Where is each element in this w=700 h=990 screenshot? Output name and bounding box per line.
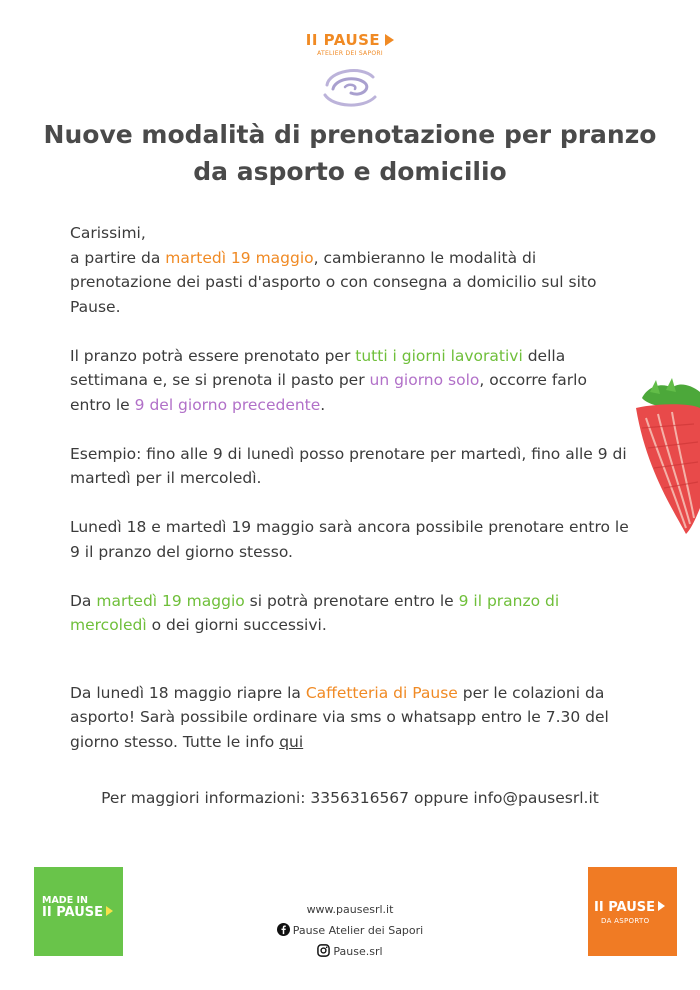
paragraph-5: Da martedì 19 maggio si potrà prenotare entro le 9 il pranzo di mercoledì o dei giorni successivi. [70,591,560,634]
highlight-working-days: tutti i giorni lavorativi [355,346,523,365]
facebook-label: Pause Atelier dei Sapori [292,924,424,937]
paragraph-6: Da lunedì 18 maggio riapre la Caffetteria di Pause per le colazioni da asporto! Sarà possibile ordinare via sms o whatsapp entro le 7.30 del giorno stesso. Tutte le info qui [70,683,609,751]
instagram-icon [317,944,330,957]
greeting: Carissimi, [70,224,146,242]
info-link[interactable]: qui [279,732,304,751]
brand-logo [0,30,700,109]
logo-subtitle: ATELIER DEI SAPORI [317,50,383,57]
message-body [70,221,630,754]
logo-wordmark: II PAUSE [306,31,394,49]
badge-left-line2: II PAUSE [42,905,113,920]
badge-left-line1: MADE IN [42,895,88,906]
badge-right-line2: DA ASPORTO [601,917,650,925]
swirl-logo-icon [321,63,379,109]
paragraph-3: Esempio: fino alle 9 di lunedì posso prenotare per martedì, fino alle 9 di martedì per il mercoledì. [70,444,627,487]
facebook-link[interactable] [0,920,700,941]
highlight-start-date: martedì 19 maggio [96,591,245,610]
badge-right-line1: II PAUSE [594,900,665,915]
footer-links [0,899,700,962]
paragraph-2: Il pranzo potrà essere prenotato per tutti i giorni lavorativi della settimana e, se si prenota il pasto per un giorno solo, occorre farlo entro le 9 del giorno precedente. [70,346,587,414]
highlight-deadline: 9 del giorno precedente [134,395,321,414]
page-title [40,116,660,190]
highlight-date: martedì 19 maggio [165,248,314,267]
paragraph-4: Lunedì 18 e martedì 19 maggio sarà ancora possibile prenotare entro le 9 il pranzo del giorno stesso. [70,518,629,561]
strawberry-illustration [632,378,700,538]
highlight-cafe: Caffetteria di Pause [305,683,458,702]
title-line-2: da asporto e domicilio [193,157,507,186]
website-link[interactable]: www.pausesrl.it [306,903,394,916]
instagram-label: Pause.srl [333,945,383,958]
contact-info: Per maggiori informazioni: 3356316567 oppure info@pausesrl.it [101,789,599,807]
facebook-icon [277,923,290,936]
highlight-single-day: un giorno solo [369,371,480,389]
highlight-wednesday: 9 il pranzo di mercoledì [70,591,560,634]
instagram-link[interactable] [0,941,700,962]
paragraph-1: a partire da martedì 19 maggio, cambieranno le modalità di prenotazione dei pasti d'asporto o con consegna a domicilio sul sito Pause. [70,248,597,316]
title-line-1: Nuove modalità di prenotazione per pranzo [43,120,657,149]
